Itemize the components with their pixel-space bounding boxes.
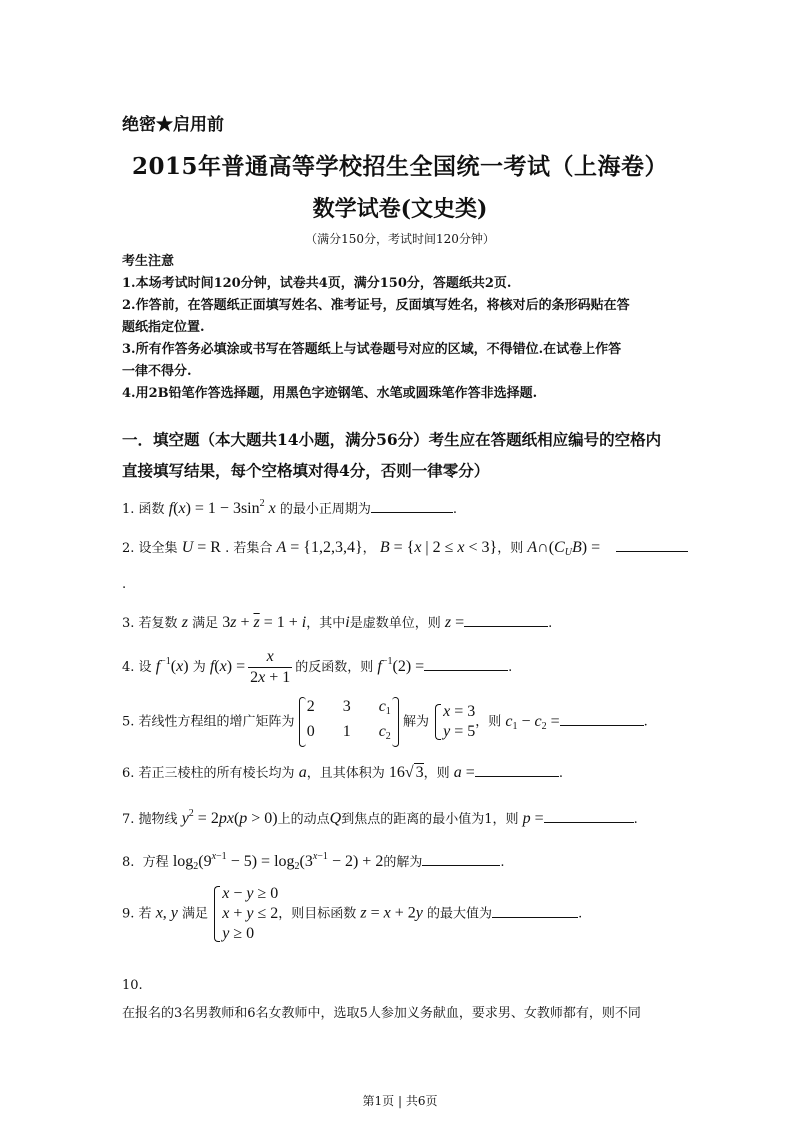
confidential-label: 绝密★启用前 — [122, 115, 224, 135]
question-5 — [122, 697, 648, 747]
question-text: . — [633, 812, 638, 827]
question-text: 到焦点的距离的最小值为1，则 — [341, 812, 519, 827]
math-expression: $\log_2(9^{x-1} - 5) = \log_2(3^{x-1} - 2) + 2$ — [172, 851, 384, 872]
math-expression: A = {1,2,3,4} — [276, 539, 363, 556]
question-text: . — [548, 616, 553, 631]
math-expression: 16√ 3 — [388, 764, 424, 781]
answer-blank[interactable] — [422, 851, 500, 866]
question-text: . — [508, 660, 513, 676]
question-text: 的解为 — [383, 855, 423, 870]
question-text: 满足 — [192, 616, 219, 631]
answer-blank[interactable] — [371, 498, 453, 513]
notice-item: 2.作答前，在答题纸正面填写姓名、准考证号，反面填写姓名，将核对后的条形码贴在答 — [122, 298, 630, 313]
question-text: 为 — [192, 660, 206, 676]
math-expression: z = — [444, 614, 465, 631]
question-text: ，则目标函数 — [278, 906, 357, 922]
question-3 — [122, 612, 552, 634]
question-2 — [122, 537, 688, 563]
notice-item: 题纸指定位置. — [122, 320, 205, 335]
question-text: ，且其体积为 — [306, 766, 385, 781]
question-text: 3. 若复数 — [122, 616, 178, 631]
notice-item: 3.所有作答务必填涂或书写在答题纸上与试卷题号对应的区域，不得错位.在试卷上作答 — [122, 342, 622, 357]
question-text: 2. 设全集 — [122, 541, 178, 556]
section-heading: 直接填写结果，每个空格填对得4分，否则一律零分） — [122, 461, 490, 480]
question-1 — [122, 494, 457, 520]
question-text: 满足 — [182, 906, 209, 922]
math-expression: x, y — [155, 904, 178, 922]
math-expression: z = x + 2y — [360, 904, 423, 922]
question-text: . 若集合 — [225, 541, 273, 556]
math-expression: $f^{-1}(2)$ = — [377, 656, 425, 676]
question-text: 9. 若 — [122, 906, 152, 922]
math-expression: $c_1 - c_2$ = — [505, 712, 560, 732]
math-expression: $f^{-1}(x)$ — [155, 656, 189, 676]
question-text: . — [558, 766, 563, 781]
question-text: . — [643, 714, 648, 730]
question-text: 的最大值为 — [427, 906, 493, 922]
question-4 — [122, 647, 512, 688]
question-6 — [122, 762, 563, 784]
math-expression: f(x) = $\frac{x}{2x + 1}$ — [209, 648, 291, 686]
page-footer: 第1页 | 共6页 — [362, 1094, 438, 1108]
question-text: 解为 — [402, 714, 429, 730]
answer-blank[interactable] — [616, 537, 688, 552]
answer-blank[interactable] — [424, 656, 508, 671]
question-2-end: . — [122, 577, 127, 592]
question-text: 8. 方程 — [122, 855, 169, 870]
exam-title: 2015年普通高等学校招生全国统一考试（上海卷） — [131, 153, 668, 180]
question-text: 5. 若线性方程组的增广矩阵为 — [122, 714, 295, 730]
question-text: . — [452, 502, 458, 517]
math-expression: $A\cap(C_UB)$ = — [527, 539, 601, 558]
question-text: ，则 — [475, 714, 502, 730]
math-expression: z — [181, 614, 188, 631]
notice-item: 1.本场考试时间120分钟，试卷共4页，满分150分，答题纸共2页. — [122, 276, 512, 291]
question-text: . — [578, 906, 583, 922]
question-text: 6. 若正三棱柱的所有棱长均为 — [122, 766, 295, 781]
answer-blank[interactable] — [464, 612, 548, 627]
math-expression: $y^2 = 2px(p > 0)$ — [181, 808, 278, 827]
question-9 — [122, 884, 582, 944]
question-text: 1. 函数 — [122, 502, 165, 517]
notice-heading: 考生注意 — [122, 254, 175, 269]
question-10-text: 在报名的3名男教师和6名女教师中，选取5人参加义务献血，要求男、女教师都有，则不同 — [122, 1006, 641, 1021]
question-8 — [122, 847, 504, 877]
question-text: 的最小正周期为 — [279, 502, 371, 517]
answer-blank[interactable] — [544, 808, 634, 823]
math-expression: p = — [522, 810, 544, 827]
question-text: 上的动点 — [277, 812, 330, 827]
notice-item: 4.用2B铅笔作答选择题，用黑色字迹钢笔、水笔或圆珠笔作答非选择题. — [122, 386, 538, 401]
math-expression: a = — [453, 764, 475, 781]
question-10-number: 10. — [122, 978, 143, 993]
math-expression: a — [298, 764, 307, 781]
question-text: 7. 抛物线 — [122, 812, 178, 827]
math-expression: Q — [329, 810, 342, 827]
answer-blank[interactable] — [492, 903, 578, 918]
constraint-system: x − y ≥ 0 x + y ≤ 2 y ≥ 0 — [212, 884, 278, 944]
question-text: ，则 — [423, 766, 450, 781]
question-text: ，其中 — [306, 616, 346, 631]
question-text: 4. 设 — [122, 660, 152, 676]
solution-system: x = 3 y = 5 — [433, 702, 475, 742]
section-heading: 一．填空题（本大题共14小题，满分56分）考生应在答题纸相应编号的空格内 — [122, 430, 662, 449]
notice-item: 一律不得分. — [122, 364, 192, 379]
question-text: 是虚数单位，则 — [349, 616, 441, 631]
math-expression: $3z + \overline{z} = 1 + i$ — [222, 614, 307, 631]
augmented-matrix: 2 3 $c_1$ 0 1 $c_2$ — [299, 697, 399, 747]
question-text: . — [500, 855, 505, 870]
answer-blank[interactable] — [560, 711, 644, 726]
question-text: ，则 — [497, 541, 524, 556]
exam-score-info: （满分150分，考试时间120分钟） — [305, 232, 495, 246]
math-expression: $f(x) = 1 - 3\sin^2$ x — [168, 498, 276, 517]
question-7 — [122, 804, 638, 830]
math-expression: i — [345, 614, 350, 631]
answer-blank[interactable] — [475, 762, 559, 777]
question-text: 的反函数，则 — [295, 660, 374, 676]
math-expression: U = R — [181, 539, 221, 556]
question-text: ， — [362, 541, 376, 556]
exam-subtitle: 数学试卷(文史类) — [312, 196, 488, 222]
math-expression: B = {x | 2 ≤ x < 3} — [379, 539, 498, 556]
